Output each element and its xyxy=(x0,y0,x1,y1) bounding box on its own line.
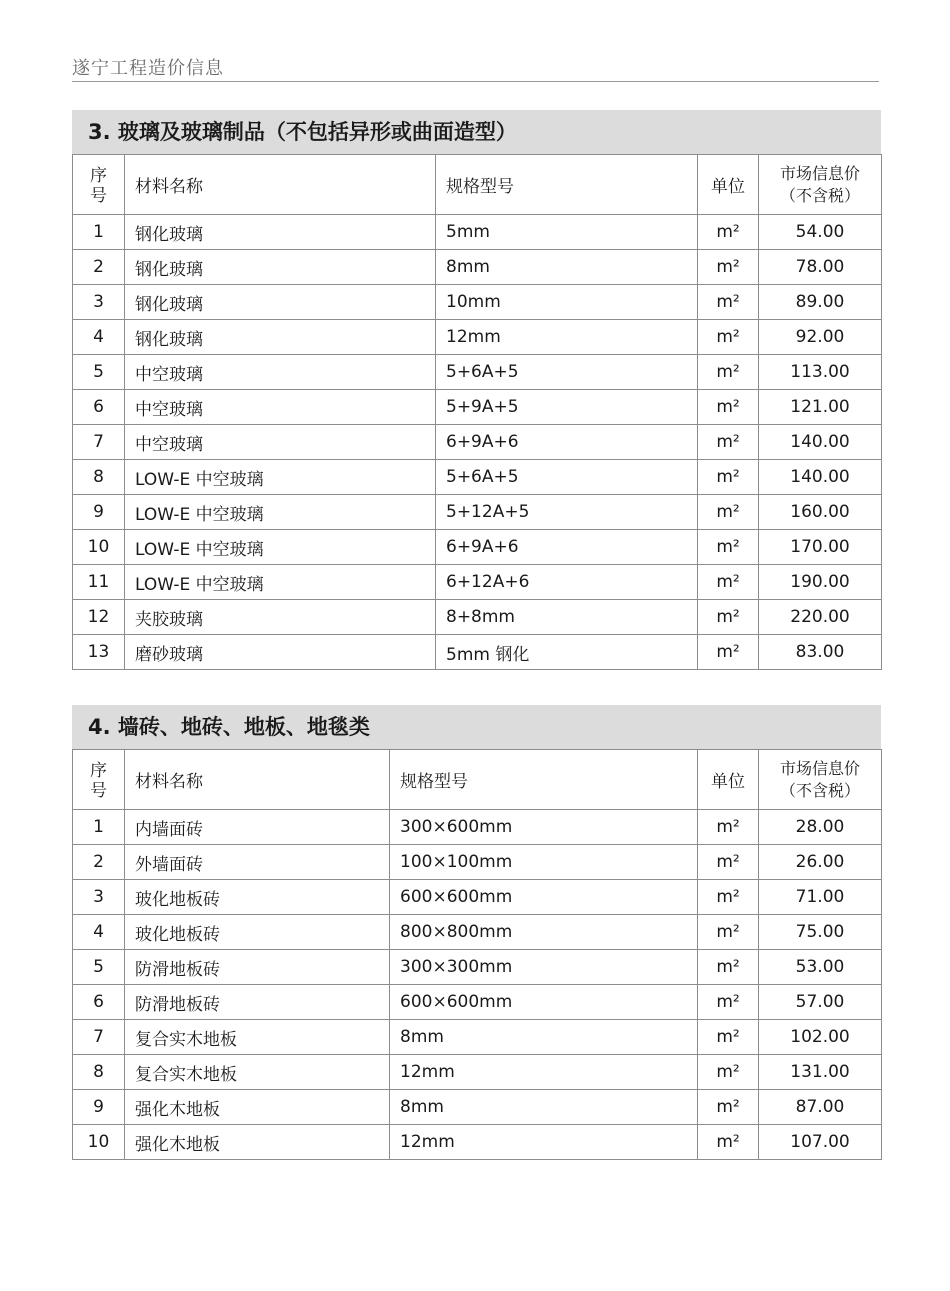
table-row xyxy=(73,1055,882,1090)
cell-material-name: 中空玻璃 xyxy=(125,390,436,425)
cell-price: 89.00 xyxy=(759,285,882,320)
cell-spec: 8mm xyxy=(390,1090,698,1125)
cell-material-name: 钢化玻璃 xyxy=(125,250,436,285)
cell-price: 87.00 xyxy=(759,1090,882,1125)
table-row xyxy=(73,1125,882,1160)
cell-material-name: 防滑地板砖 xyxy=(125,950,390,985)
cell-spec: 12mm xyxy=(436,320,698,355)
price-table xyxy=(72,154,882,670)
cell-seq: 9 xyxy=(73,1090,125,1125)
cell-seq: 2 xyxy=(73,845,125,880)
cell-unit: m² xyxy=(698,845,759,880)
cell-spec: 5mm 钢化 xyxy=(436,635,698,670)
table-row xyxy=(73,810,882,845)
cell-material-name: 钢化玻璃 xyxy=(125,285,436,320)
table-row xyxy=(73,880,882,915)
cell-material-name: 钢化玻璃 xyxy=(125,215,436,250)
cell-unit: m² xyxy=(698,880,759,915)
cell-spec: 600×600mm xyxy=(390,880,698,915)
table-row xyxy=(73,355,882,390)
section-tiles xyxy=(72,705,881,1160)
cell-price: 53.00 xyxy=(759,950,882,985)
cell-seq: 12 xyxy=(73,600,125,635)
cell-price: 160.00 xyxy=(759,495,882,530)
cell-price: 26.00 xyxy=(759,845,882,880)
table-row xyxy=(73,950,882,985)
header-seq: 序 号 xyxy=(73,750,125,810)
section-title: 3. 玻璃及玻璃制品（不包括异形或曲面造型） xyxy=(72,110,881,154)
cell-unit: m² xyxy=(698,1125,759,1160)
cell-unit: m² xyxy=(698,1090,759,1125)
cell-spec: 300×600mm xyxy=(390,810,698,845)
cell-price: 28.00 xyxy=(759,810,882,845)
cell-material-name: 复合实木地板 xyxy=(125,1020,390,1055)
header-seq: 序 号 xyxy=(73,155,125,215)
cell-price: 102.00 xyxy=(759,1020,882,1055)
cell-unit: m² xyxy=(698,915,759,950)
table-row xyxy=(73,565,882,600)
cell-spec: 5+6A+5 xyxy=(436,355,698,390)
cell-material-name: 中空玻璃 xyxy=(125,425,436,460)
header-price: 市场信息价 （不含税） xyxy=(759,750,882,810)
cell-seq: 4 xyxy=(73,915,125,950)
table-row xyxy=(73,600,882,635)
table-row xyxy=(73,250,882,285)
cell-material-name: 复合实木地板 xyxy=(125,1055,390,1090)
cell-material-name: 中空玻璃 xyxy=(125,355,436,390)
section-glass xyxy=(72,110,881,670)
table-header-row xyxy=(73,155,882,215)
cell-spec: 12mm xyxy=(390,1055,698,1090)
cell-unit: m² xyxy=(698,320,759,355)
table-row xyxy=(73,635,882,670)
header-spec: 规格型号 xyxy=(436,155,698,215)
cell-seq: 6 xyxy=(73,985,125,1020)
cell-spec: 5+6A+5 xyxy=(436,460,698,495)
cell-material-name: LOW-E 中空玻璃 xyxy=(125,495,436,530)
cell-seq: 10 xyxy=(73,530,125,565)
header-unit: 单位 xyxy=(698,750,759,810)
cell-unit: m² xyxy=(698,285,759,320)
table-row xyxy=(73,495,882,530)
cell-unit: m² xyxy=(698,565,759,600)
cell-unit: m² xyxy=(698,495,759,530)
cell-material-name: 玻化地板砖 xyxy=(125,915,390,950)
cell-seq: 11 xyxy=(73,565,125,600)
cell-spec: 6+12A+6 xyxy=(436,565,698,600)
cell-seq: 3 xyxy=(73,880,125,915)
cell-seq: 1 xyxy=(73,215,125,250)
cell-price: 54.00 xyxy=(759,215,882,250)
cell-unit: m² xyxy=(698,355,759,390)
cell-material-name: 内墙面砖 xyxy=(125,810,390,845)
cell-unit: m² xyxy=(698,985,759,1020)
cell-spec: 5+12A+5 xyxy=(436,495,698,530)
cell-price: 75.00 xyxy=(759,915,882,950)
cell-spec: 5+9A+5 xyxy=(436,390,698,425)
cell-price: 113.00 xyxy=(759,355,882,390)
table-row xyxy=(73,460,882,495)
table-row xyxy=(73,215,882,250)
cell-unit: m² xyxy=(698,390,759,425)
cell-material-name: LOW-E 中空玻璃 xyxy=(125,460,436,495)
cell-spec: 12mm xyxy=(390,1125,698,1160)
table-row xyxy=(73,390,882,425)
cell-unit: m² xyxy=(698,530,759,565)
table-header-row xyxy=(73,750,882,810)
cell-spec: 10mm xyxy=(436,285,698,320)
cell-price: 121.00 xyxy=(759,390,882,425)
cell-material-name: 夹胶玻璃 xyxy=(125,600,436,635)
cell-seq: 8 xyxy=(73,1055,125,1090)
cell-spec: 100×100mm xyxy=(390,845,698,880)
cell-spec: 8+8mm xyxy=(436,600,698,635)
price-table xyxy=(72,749,882,1160)
header-price: 市场信息价 （不含税） xyxy=(759,155,882,215)
table-row xyxy=(73,1020,882,1055)
header-spec: 规格型号 xyxy=(390,750,698,810)
running-head: 遂宁工程造价信息 xyxy=(72,58,224,79)
cell-price: 220.00 xyxy=(759,600,882,635)
cell-material-name: 玻化地板砖 xyxy=(125,880,390,915)
cell-price: 71.00 xyxy=(759,880,882,915)
cell-material-name: 强化木地板 xyxy=(125,1090,390,1125)
cell-spec: 800×800mm xyxy=(390,915,698,950)
cell-unit: m² xyxy=(698,425,759,460)
cell-seq: 5 xyxy=(73,950,125,985)
cell-seq: 2 xyxy=(73,250,125,285)
cell-seq: 9 xyxy=(73,495,125,530)
cell-spec: 6+9A+6 xyxy=(436,530,698,565)
cell-unit: m² xyxy=(698,1055,759,1090)
cell-unit: m² xyxy=(698,250,759,285)
cell-seq: 7 xyxy=(73,1020,125,1055)
cell-material-name: 外墙面砖 xyxy=(125,845,390,880)
cell-unit: m² xyxy=(698,215,759,250)
cell-seq: 1 xyxy=(73,810,125,845)
cell-spec: 8mm xyxy=(436,250,698,285)
cell-spec: 300×300mm xyxy=(390,950,698,985)
table-row xyxy=(73,845,882,880)
cell-price: 140.00 xyxy=(759,425,882,460)
cell-unit: m² xyxy=(698,600,759,635)
cell-seq: 3 xyxy=(73,285,125,320)
cell-material-name: 钢化玻璃 xyxy=(125,320,436,355)
cell-material-name: LOW-E 中空玻璃 xyxy=(125,565,436,600)
cell-seq: 4 xyxy=(73,320,125,355)
cell-spec: 600×600mm xyxy=(390,985,698,1020)
cell-unit: m² xyxy=(698,810,759,845)
cell-seq: 8 xyxy=(73,460,125,495)
cell-price: 78.00 xyxy=(759,250,882,285)
cell-price: 107.00 xyxy=(759,1125,882,1160)
cell-material-name: 防滑地板砖 xyxy=(125,985,390,1020)
cell-seq: 7 xyxy=(73,425,125,460)
header-name: 材料名称 xyxy=(125,750,390,810)
cell-unit: m² xyxy=(698,1020,759,1055)
table-row xyxy=(73,530,882,565)
cell-seq: 10 xyxy=(73,1125,125,1160)
cell-price: 170.00 xyxy=(759,530,882,565)
cell-price: 57.00 xyxy=(759,985,882,1020)
section-title: 4. 墙砖、地砖、地板、地毯类 xyxy=(72,705,881,749)
cell-seq: 13 xyxy=(73,635,125,670)
table-row xyxy=(73,320,882,355)
header-name: 材料名称 xyxy=(125,155,436,215)
cell-unit: m² xyxy=(698,460,759,495)
table-row xyxy=(73,425,882,460)
header-unit: 单位 xyxy=(698,155,759,215)
cell-price: 92.00 xyxy=(759,320,882,355)
cell-price: 131.00 xyxy=(759,1055,882,1090)
table-row xyxy=(73,915,882,950)
cell-unit: m² xyxy=(698,635,759,670)
cell-spec: 8mm xyxy=(390,1020,698,1055)
cell-material-name: 磨砂玻璃 xyxy=(125,635,436,670)
cell-spec: 6+9A+6 xyxy=(436,425,698,460)
cell-price: 140.00 xyxy=(759,460,882,495)
cell-seq: 5 xyxy=(73,355,125,390)
cell-spec: 5mm xyxy=(436,215,698,250)
cell-unit: m² xyxy=(698,950,759,985)
cell-price: 190.00 xyxy=(759,565,882,600)
cell-seq: 6 xyxy=(73,390,125,425)
table-row xyxy=(73,985,882,1020)
header-rule xyxy=(72,81,879,82)
table-row xyxy=(73,1090,882,1125)
cell-material-name: 强化木地板 xyxy=(125,1125,390,1160)
cell-material-name: LOW-E 中空玻璃 xyxy=(125,530,436,565)
cell-price: 83.00 xyxy=(759,635,882,670)
table-row xyxy=(73,285,882,320)
